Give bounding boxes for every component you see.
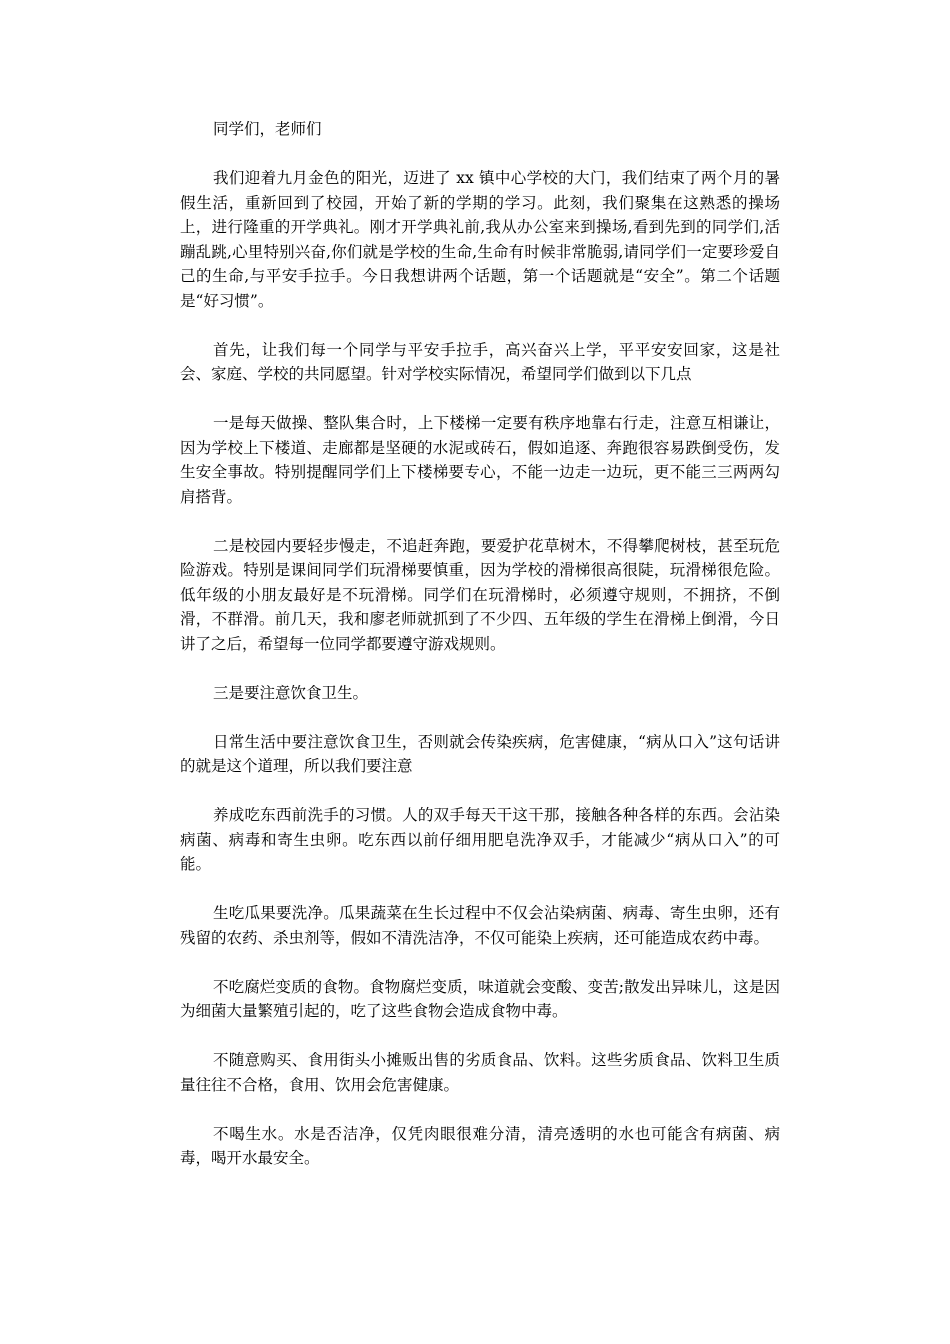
greeting-paragraph: 同学们，老师们 [213,120,322,138]
opening-paragraph: 我们迎着九月金色的阳光，迈进了 xx 镇中心学校的大门，我们结束了两个月的暑假生活，重新回到了校园，开始了新的学期的学习。此刻，我们聚集在这熟悉的操场上，进行隆重的开学典礼。刚才开学典礼前,我从办公室来到操场,看到先到的同学们,活蹦乱跳,心里特别兴奋,你们就是学校的生命,生命有时候非常脆弱,请同学们一定要珍爱自己的生命,与平安手拉手。今日我想讲两个话题，第一个话题就是“安全”。第二个话题是“好习惯”。 [180,169,780,310]
spoiled-food-paragraph: 不吃腐烂变质的食物。食物腐烂变质，味道就会变酸、变苦;散发出异味儿，这是因为细菌大量繁殖引起的，吃了这些食物会造成食物中毒。 [180,977,780,1020]
point-three-paragraph: 三是要注意饮食卫生。 [213,683,369,702]
street-food-paragraph: 不随意购买、食用街头小摊贩出售的劣质食品、饮料。这些劣质食品、饮料卫生质量往往不合格，食用、饮用会危害健康。 [180,1051,780,1094]
document-body [180,117,780,1195]
hygiene-intro-paragraph: 日常生活中要注意饮食卫生，否则就会传染疾病，危害健康，“病从口入”这句话讲的就是这个道理，所以我们要注意 [180,732,780,775]
fruit-washing-paragraph: 生吃瓜果要洗净。瓜果蔬菜在生长过程中不仅会沾染病菌、病毒、寄生虫卵，还有残留的农药、杀虫剂等，假如不清洗洁净，不仅可能染上疾病，还可能造成农药中毒。 [180,904,780,947]
raw-water-paragraph: 不喝生水。水是否洁净，仅凭肉眼很难分清，清亮透明的水也可能含有病菌、病毒，喝开水最安全。 [180,1124,780,1167]
point-one-paragraph: 一是每天做操、整队集合时，上下楼梯一定要有秩序地靠右行走，注意互相谦让，因为学校上下楼道、走廊都是坚硬的水泥或砖石，假如追逐、奔跑很容易跌倒受伤，发生安全事故。特别提醒同学们上下楼梯要专心，不能一边走一边玩，更不能三三两两勾肩搭背。 [180,414,780,506]
handwashing-paragraph: 养成吃东西前洗手的习惯。人的双手每天干这干那，接触各种各样的东西。会沾染病菌、病毒和寄生虫卵。吃东西以前仔细用肥皂洗净双手，才能减少“病从口入”的可能。 [180,806,780,873]
safety-intro-paragraph: 首先，让我们每一个同学与平安手拉手，高兴奋兴上学，平平安安回家，这是社会、家庭、学校的共同愿望。针对学校实际情况，希望同学们做到以下几点 [180,340,780,383]
point-two-paragraph: 二是校园内要轻步慢走，不追赶奔跑，要爱护花草树木，不得攀爬树枝，甚至玩危险游戏。特别是课间同学们玩滑梯要慎重，因为学校的滑梯很高很陡，玩滑梯很危险。低年级的小朋友最好是不玩滑梯。同学们在玩滑梯时，必须遵守规则，不拥挤，不倒滑，不群滑。前几天，我和廖老师就抓到了不少四、五年级的学生在滑梯上倒滑，今日讲了之后，希望每一位同学都要遵守游戏规则。 [180,536,780,653]
